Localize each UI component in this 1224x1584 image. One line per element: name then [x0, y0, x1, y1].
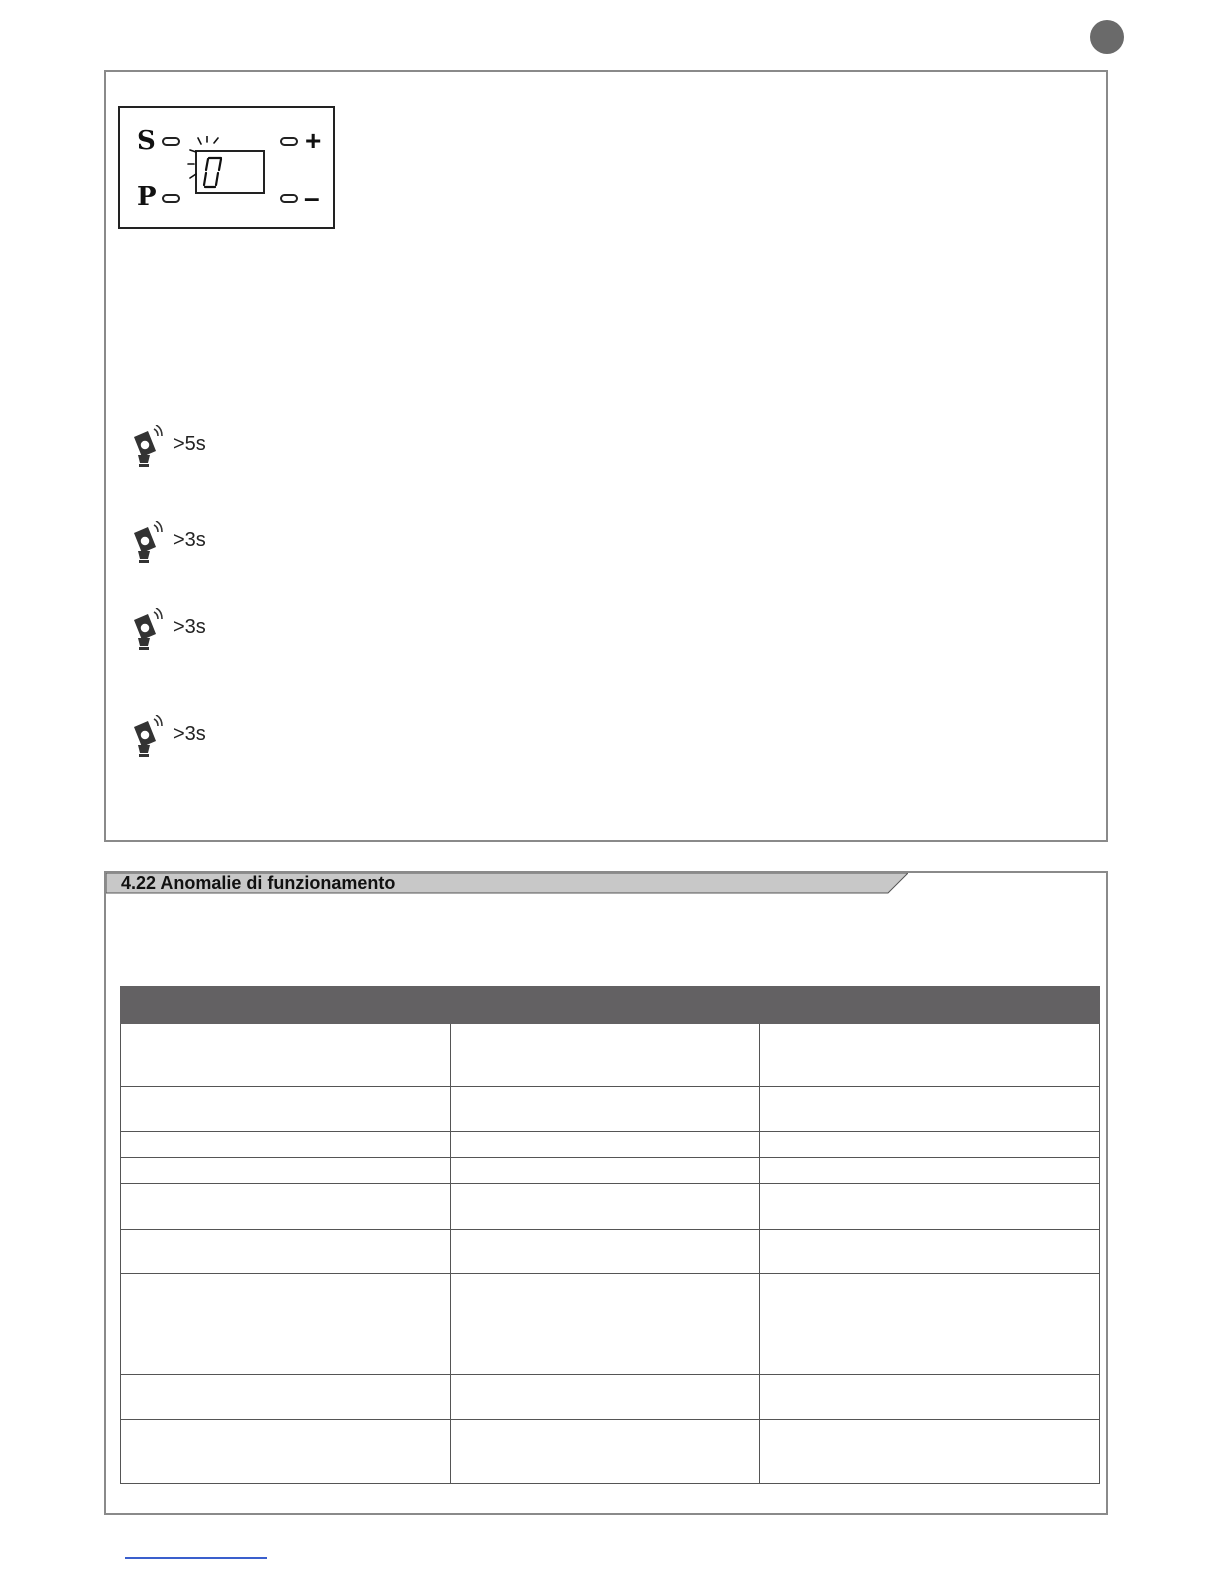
blink-rays-icon: [180, 136, 230, 196]
key-s-led: [162, 137, 180, 146]
table-row: [121, 1274, 1100, 1375]
remote-control-icon: [128, 425, 168, 471]
table-row: [121, 1024, 1100, 1087]
table-header-row: [121, 987, 1100, 1024]
troubleshooting-table: [120, 986, 1100, 1484]
table-row: [121, 1158, 1100, 1184]
key-p-led: [162, 194, 180, 203]
table-row: [121, 1184, 1100, 1230]
hold-time: >5s: [173, 433, 206, 455]
remote-control-icon: [128, 608, 168, 654]
hold-time: >3s: [173, 616, 206, 638]
hold-time: >3s: [173, 723, 206, 745]
table-row: [121, 1087, 1100, 1132]
section-title: 4.22 Anomalie di funzionamento: [121, 873, 396, 893]
hold-time: >3s: [173, 529, 206, 551]
key-minus-label: –: [304, 182, 320, 213]
table-row: [121, 1132, 1100, 1158]
key-s-label: S: [137, 126, 156, 156]
control-panel-diagram: [118, 106, 335, 229]
key-minus-led: [280, 194, 298, 203]
table-row: [121, 1375, 1100, 1420]
page-number-badge: [1090, 20, 1124, 54]
footer-link-underline: [125, 1557, 267, 1559]
key-p-label: P: [137, 182, 157, 212]
table-row: [121, 1230, 1100, 1274]
remote-control-icon: [128, 715, 168, 761]
key-plus-label: +: [305, 125, 322, 156]
remote-control-icon: [128, 521, 168, 567]
table-row: [121, 1420, 1100, 1484]
table-header: [121, 987, 1100, 1024]
key-plus-led: [280, 137, 298, 146]
